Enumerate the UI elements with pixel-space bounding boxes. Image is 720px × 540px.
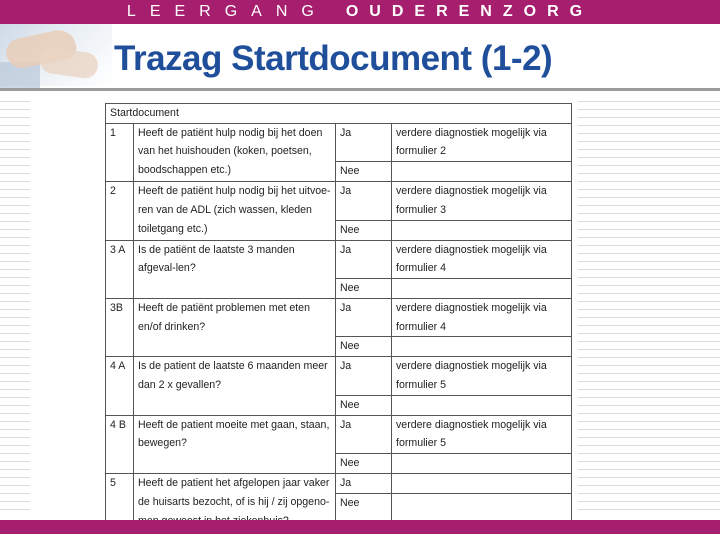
action-cell: verdere diagnostiek mogelijk via formulier 2: [392, 123, 572, 161]
action-cell: verdere diagnostiek mogelijk via formulier 4: [392, 298, 572, 336]
answer-ja: Ja: [336, 240, 392, 278]
table-row: [106, 123, 572, 161]
answer-ja: Ja: [336, 357, 392, 395]
row-number: 4 B: [106, 415, 134, 473]
answer-ja: Ja: [336, 182, 392, 220]
answer-nee: Nee: [336, 337, 392, 357]
answer-ja: Ja: [336, 298, 392, 336]
row-number: 3B: [106, 298, 134, 356]
row-number: 4 A: [106, 357, 134, 415]
header-photo: [0, 24, 112, 86]
answer-ja: Ja: [336, 474, 392, 494]
action-cell-empty: [392, 162, 572, 182]
question-cell: Heeft de patient het afgelopen jaar vaker de huisarts bezocht, of is hij / zij opgeno-: [134, 474, 336, 532]
brand-bar: [0, 0, 720, 24]
action-cell-empty: [392, 278, 572, 298]
question-cell: Is de patient de laatste 6 maanden meer dan 2 x gevallen?: [134, 357, 336, 415]
answer-ja: Ja: [336, 415, 392, 453]
answer-nee: Nee: [336, 454, 392, 474]
action-cell: verdere diagnostiek mogelijk via formulier 3: [392, 182, 572, 220]
row-number: 1: [106, 123, 134, 181]
answer-nee: Nee: [336, 162, 392, 182]
question-cell: Heeft de patiënt problemen met eten en/of drinken?: [134, 298, 336, 356]
table-row: [106, 357, 572, 395]
row-number: 5: [106, 474, 134, 532]
brand-leergang: LEERGANG: [126, 3, 328, 20]
answer-nee: Nee: [336, 494, 392, 532]
answer-nee: Nee: [336, 220, 392, 240]
question-cell: Heeft de patiënt hulp nodig bij het doen van het huishouden (koken, poetsen, boodschappen etc.): [134, 123, 336, 181]
action-cell: verdere diagnostiek mogelijk via formulier 5: [392, 415, 572, 453]
table-header-cell: Startdocument: [106, 104, 572, 124]
photo-hand-2: [38, 46, 99, 80]
action-cell-empty: [392, 337, 572, 357]
title-divider: [0, 88, 720, 91]
table-header-row: [106, 104, 572, 124]
action-cell-empty: [392, 220, 572, 240]
footer-bar: [0, 520, 720, 534]
answer-nee: Nee: [336, 278, 392, 298]
action-cell: verdere diagnostiek mogelijk via formulier 5: [392, 357, 572, 395]
brand-wordmark: [0, 3, 720, 21]
right-decor-lines: [578, 94, 720, 514]
slide-title: Trazag Startdocument (1-2): [114, 39, 553, 78]
action-cell: verdere diagnostiek mogelijk via formulier 4: [392, 240, 572, 278]
brand-ouderenzorg: OUDERENZORG: [345, 3, 594, 20]
table-row: [106, 415, 572, 453]
table-row: [106, 240, 572, 278]
table-row: [106, 474, 572, 494]
row-number: 2: [106, 182, 134, 240]
left-decor-lines: [0, 94, 30, 514]
startdocument-table: [105, 103, 572, 532]
question-cell: Heeft de patient moeite met gaan, staan, bewegen?: [134, 415, 336, 473]
action-cell-empty: [392, 454, 572, 474]
table-row: [106, 298, 572, 336]
question-cell: Is de patiënt de laatste 3 manden afgeval-len?: [134, 240, 336, 298]
action-cell-empty: [392, 395, 572, 415]
answer-nee: Nee: [336, 395, 392, 415]
row-number: 3 A: [106, 240, 134, 298]
table-row: [106, 182, 572, 220]
question-cell: Heeft de patiënt hulp nodig bij het uitvoe-ren van de ADL (zich wassen, kleden toiletgang etc.): [134, 182, 336, 240]
answer-ja: Ja: [336, 123, 392, 161]
action-cell: [392, 474, 572, 494]
document-scan: [105, 103, 571, 516]
